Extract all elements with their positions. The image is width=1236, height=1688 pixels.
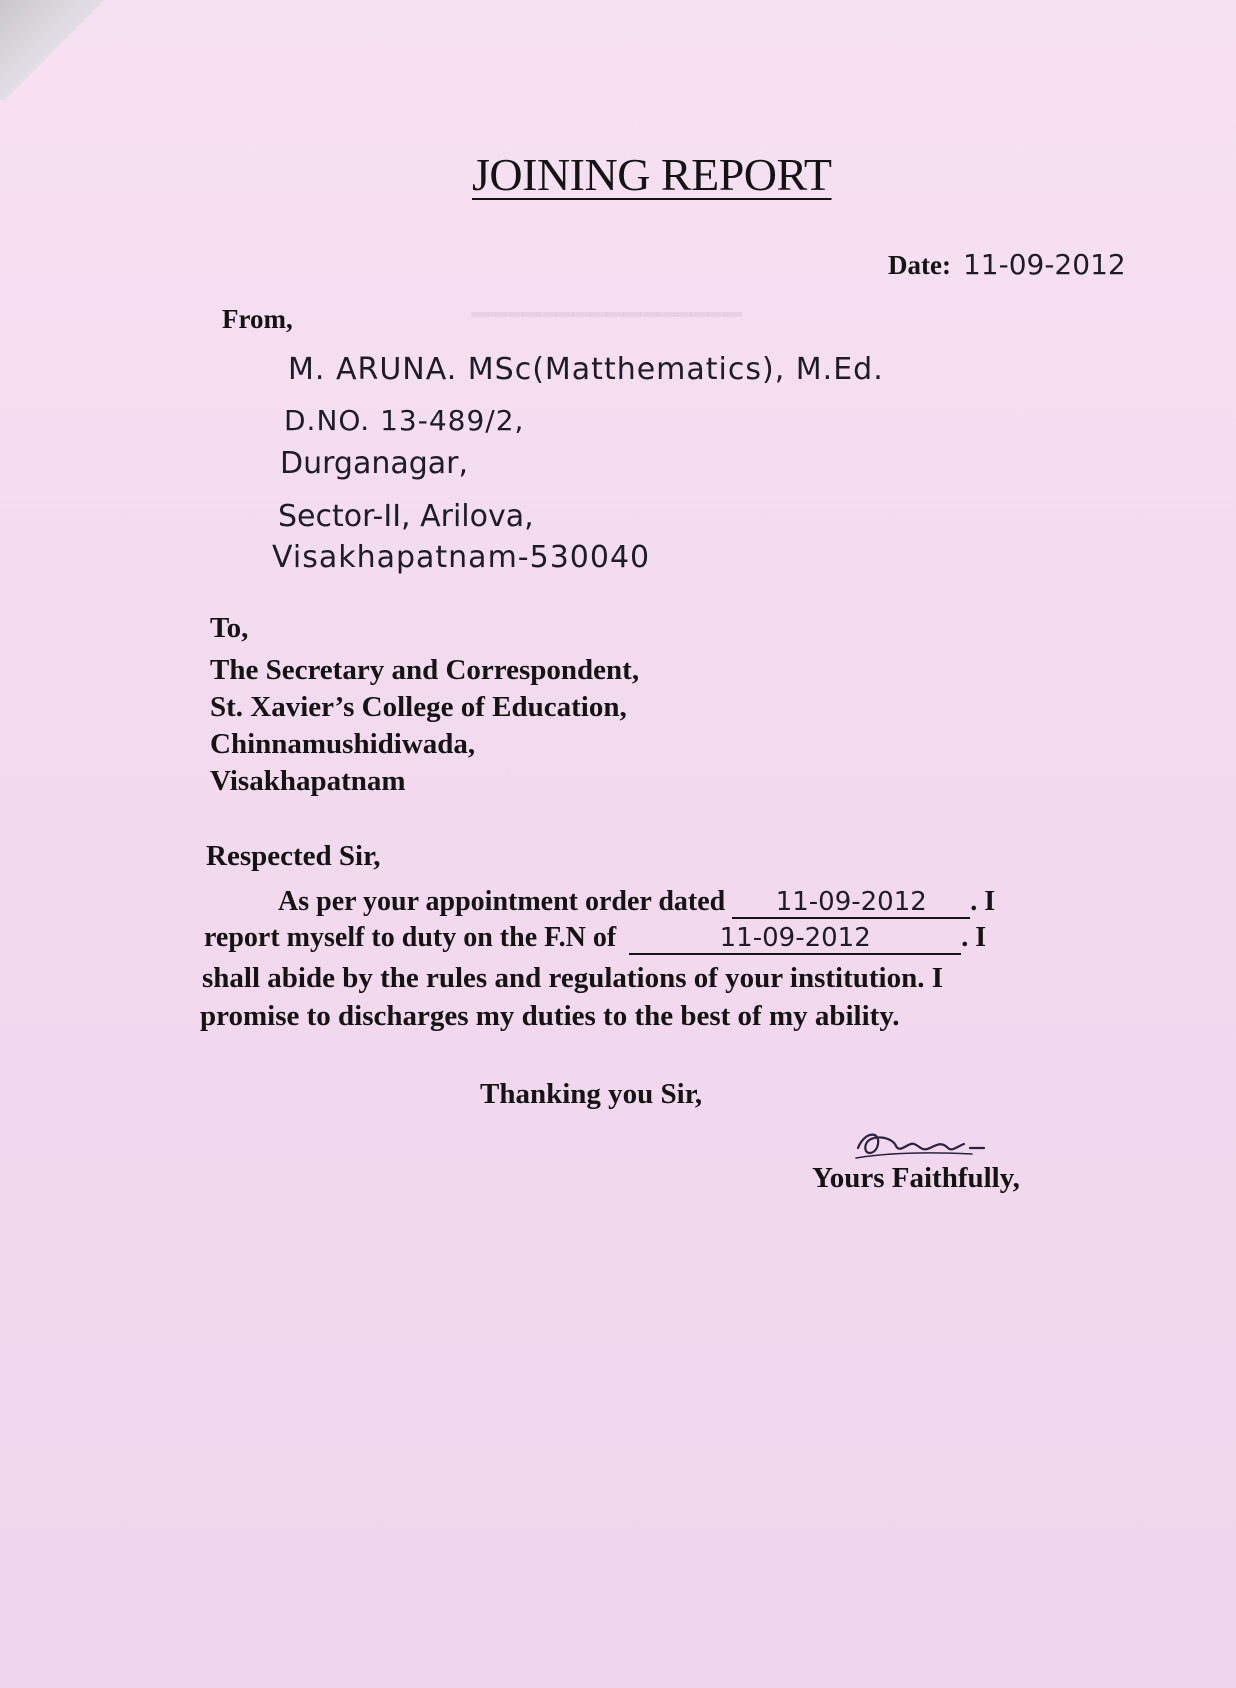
date-line (888, 248, 1126, 281)
sender-door-number: D.NO. 13-489/2, (284, 404, 525, 437)
sender-sector: Sector-II, Arilova, (278, 499, 534, 534)
body-line-1-text: As per your appointment order dated (278, 886, 726, 917)
date-label: Date: (888, 250, 951, 280)
body-line-2 (204, 922, 986, 955)
document-title: JOINING REPORT (472, 149, 832, 200)
recipient-institution: St. Xavier’s College of Education, (210, 691, 627, 723)
recipient-area: Chinnamushidiwada, (210, 728, 476, 760)
salutation: Respected Sir, (206, 840, 381, 872)
body-line-4: promise to discharges my duties to the best of my ability. (200, 1000, 900, 1032)
signoff-line: Yours Faithfully, (812, 1162, 1020, 1194)
sender-locality: Durganagar, (280, 446, 469, 481)
date-value: 11-09-2012 (962, 248, 1126, 281)
body-line-3: shall abide by the rules and regulations of your institution. I (202, 962, 943, 994)
sender-city: Visakhapatnam-530040 (272, 540, 651, 575)
sender-name: M. ARUNA. MSc(Matthematics), M.Ed. (288, 352, 884, 387)
show-through-text: ━━━━━━━━━━━━━━━━ (472, 300, 742, 331)
to-label: To, (210, 612, 249, 644)
body-line-1 (278, 886, 995, 919)
duty-date-field: 11-09-2012 (629, 923, 961, 955)
appointment-date-field: 11-09-2012 (732, 887, 970, 919)
recipient-designation: The Secretary and Correspondent, (210, 654, 640, 686)
recipient-city: Visakhapatnam (210, 765, 406, 797)
from-label: From, (222, 304, 293, 334)
body-line-1-end: . I (970, 886, 996, 917)
body-line-2-text: report myself to duty on the F.N of (204, 922, 617, 953)
body-line-2-end: . I (961, 922, 987, 953)
closing-line: Thanking you Sir, (480, 1078, 703, 1110)
folded-corner (0, 0, 130, 100)
